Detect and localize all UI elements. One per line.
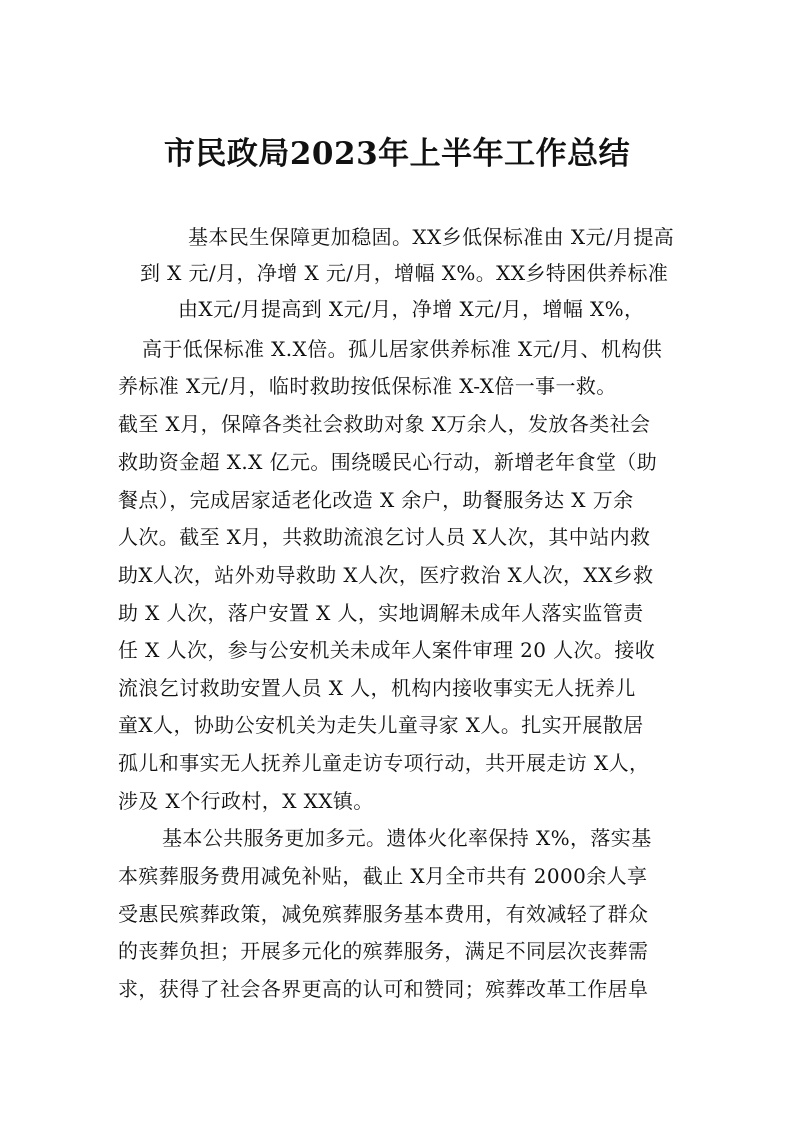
paragraph-1-line-11: 助 X 人次，落户安置 X 人，实地调解未成年人落实监管责: [118, 601, 644, 625]
paragraph-1-line-3: 由X元/月提高到 X元/月，净增 X元/月，增幅 X%，: [178, 297, 645, 321]
paragraph-1-line-2: 到 X 元/月，净增 X 元/月，增幅 X%。XX乡特困供养标准: [140, 261, 669, 285]
paragraph-1-line-4: 高于低保标准 X.X倍。孤儿居家供养标准 X元/月、机构供: [142, 337, 663, 361]
paragraph-1-line-5: 养标准 X元/月，临时救助按低保标准 X-X倍一事一救。: [118, 374, 617, 398]
paragraph-2-line-3: 受惠民殡葬政策，减免殡葬服务基本费用，有效减轻了群众: [118, 902, 649, 926]
paragraph-1-line-8: 餐点），完成居家适老化改造 X 余户，助餐服务达 X 万余: [118, 488, 634, 512]
paragraph-1-line-1: 基本民生保障更加稳固。XX乡低保标准由 X元/月提高: [188, 225, 675, 249]
paragraph-2-line-5: 求，获得了社会各界更高的认可和赞同；殡葬改革工作居阜: [118, 977, 649, 1001]
paragraph-1-line-9: 人次。截至 X月，共救助流浪乞讨人员 X人次，其中站内救: [118, 525, 651, 549]
paragraph-1-line-14: 童X人，协助公安机关为走失儿童寻家 X人。扎实开展散居: [118, 713, 644, 737]
paragraph-1-line-13: 流浪乞讨救助安置人员 X 人，机构内接收事实无人抚养儿: [118, 676, 636, 700]
paragraph-2-line-4: 的丧葬负担；开展多元化的殡葬服务，满足不同层次丧葬需: [118, 939, 649, 963]
document-title: 市民政局2023年上半年工作总结: [163, 136, 631, 172]
paragraph-1-line-6: 截至 X月，保障各类社会救助对象 X万余人，发放各类社会: [118, 412, 651, 436]
paragraph-1-line-15: 孤儿和事实无人抚养儿童走访专项行动，共开展走访 X人，: [118, 751, 650, 775]
paragraph-2-line-2: 本殡葬服务费用减免补贴，截止 X月全市共有 2000余人享: [118, 864, 648, 888]
paragraph-1-line-12: 任 X 人次，参与公安机关未成年人案件审理 20 人次。接收: [118, 638, 656, 662]
paragraph-1-line-7: 救助资金超 X.X 亿元。围绕暖民心行动，新增老年食堂（助: [118, 450, 658, 474]
paragraph-1-line-10: 助X人次，站外劝导救助 X人次，医疗救治 X人次，XX乡救: [118, 563, 654, 587]
paragraph-2-line-1: 基本公共服务更加多元。遗体火化率保持 X%，落实基: [162, 826, 652, 850]
paragraph-1-line-16: 涉及 X个行政村，X XX镇。: [118, 789, 374, 813]
